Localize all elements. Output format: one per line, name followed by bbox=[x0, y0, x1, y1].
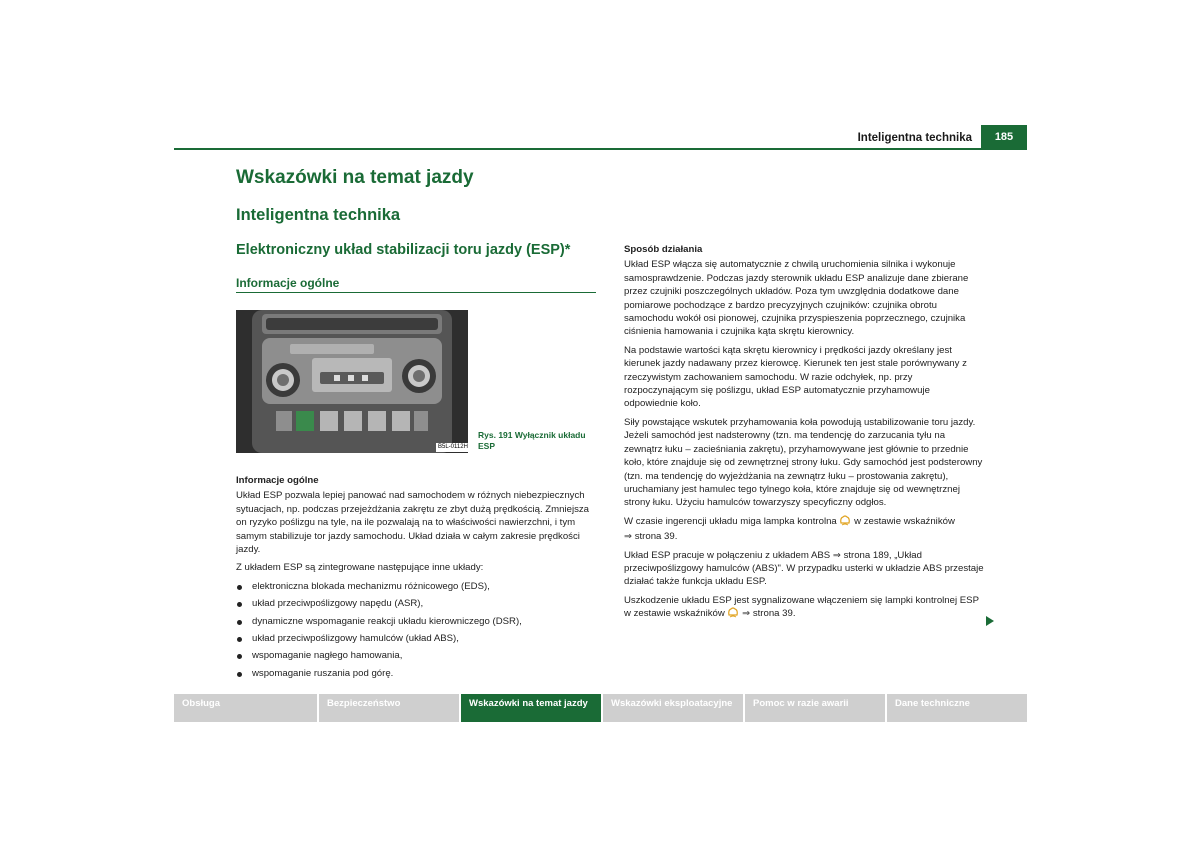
list-item bbox=[236, 597, 596, 610]
list-item bbox=[236, 649, 596, 662]
operation-paragraph-1: Układ ESP włącza się automatycznie z chwilą uruchomienia silnika i wykonuje samosprawdzenie. Podczas jazdy sterownik układu ESP analizuje dane zbierane przez czujniki poszczególnych układów. Poza tym uwzględnia dodatkowe dane pomiarowe pochodzące z bardzo precyzyjnych czujników: czujnika obrotu samochodu wokół osi pionowej, czujnika przyspieszenia poprzecznego, czujnika ciśnienia hamowania i czujnika kąta skrętu kierownicy. bbox=[624, 259, 969, 338]
paragraph-6-link[interactable]: ⇒ strona 39. bbox=[742, 608, 796, 620]
bullet-icon bbox=[237, 585, 242, 590]
header-rule bbox=[174, 148, 1027, 150]
operation-paragraph-2: Na podstawie wartości kąta skrętu kierownicy i prędkości jazdy określany jest kierunek jazdy nadawany przez kierowcę. Kierunek ten jest stale porównywany z rzeczywistym zachowaniem samochodu. W razie odchyłek, np. przy rozpoczynającym się poślizgu, układ ESP automatycznie przyhamowuje odpowiednie koło. bbox=[624, 344, 967, 410]
list-item bbox=[236, 580, 596, 593]
bullet-icon bbox=[237, 654, 242, 659]
subsection-title: Elektroniczny układ stabilizacji toru jazdy (ESP)* bbox=[236, 242, 571, 258]
figure-code: B5L-0112H bbox=[438, 444, 468, 450]
left-intro-paragraph: Układ ESP pozwala lepiej panować nad samochodem w różnych niebezpiecznych sytuacjach, np. podczas przejeżdżania zakrętu ze zbyt dużą prędkością. Zmniejsza on ryzyko poślizgu na tyle, na ile pozwalają na to właściwości nawierzchni, i tym samym stabilizuje tor jazdy samochodu. Układ działa w całym zakresie prędkości jazdy. bbox=[236, 490, 590, 556]
operation-paragraph-3: Siły powstające wskutek przyhamowania koła powodują ustabilizowanie toru jazdy. Jeżeli samochód jest nadsterowny (tzn. ma tendencję do zarzucania tyłu na zewnątrz łuku – zacieśniania zakrętu), przyhamowywane jest głównie to przednie koło, które znajduje się od zewnętrznej strony łuku. Gdy samochód jest podsterowny (tzn. ma tendencję do wyjeżdżania na zewnątrz łuku – prostowania zakrętu), uruchamiany jest hamulec tego tylnego koła, które znajduje się od wewnętrznej strony łuku. Użyciu hamulców towarzyszy specyficzny odgłos. bbox=[624, 416, 983, 509]
operation-paragraph-5: Układ ESP pracuje w połączeniu z układem ABS ⇒ strona 189, „Układ przeciwpoślizgowy hamulców (ABS)". W przypadku usterki w układzie ABS przestaje działać także funkcja układu ESP. bbox=[624, 549, 984, 588]
left-subheading: Informacje ogólne bbox=[236, 475, 319, 486]
right-column bbox=[624, 243, 986, 628]
page-number: 185 bbox=[981, 125, 1027, 149]
tab-dane-techniczne[interactable]: Dane techniczne bbox=[885, 694, 1027, 722]
topic-rule bbox=[236, 292, 596, 293]
right-subheading: Sposób działania bbox=[624, 244, 703, 255]
tab-pomoc-w-razie-awarii[interactable]: Pomoc w razie awarii bbox=[743, 694, 885, 722]
paragraph-4-text-b: w zestawie wskaźników bbox=[854, 515, 955, 527]
tab-obsluga[interactable]: Obsługa bbox=[174, 694, 317, 722]
list-item-text: wspomaganie ruszania pod górę. bbox=[252, 667, 394, 679]
bullet-icon bbox=[237, 672, 242, 677]
list-item-text: dynamiczne wspomaganie reakcji układu kierowniczego (DSR), bbox=[252, 615, 522, 627]
bullet-icon bbox=[237, 620, 242, 625]
left-column bbox=[236, 474, 596, 684]
esp-switch-photo bbox=[236, 310, 468, 453]
paragraph-4-link[interactable]: ⇒ strona 39. bbox=[624, 531, 678, 543]
paragraph-4-text-a: W czasie ingerencji układu miga lampka kontrolna bbox=[624, 515, 837, 527]
tab-wskazowki-na-temat-jazdy[interactable]: Wskazówki na temat jazdy bbox=[459, 694, 601, 722]
tab-bezpieczenstwo[interactable]: Bezpieczeństwo bbox=[317, 694, 459, 722]
header-section-title: Inteligentna technika bbox=[857, 132, 972, 144]
list-item-text: wspomaganie nagłego hamowania, bbox=[252, 650, 403, 662]
figure-caption: Rys. 191 Wyłącznik układu ESP bbox=[478, 430, 586, 451]
list-item bbox=[236, 632, 596, 645]
list-item-text: elektroniczna blokada mechanizmu różnicowego (EDS), bbox=[252, 580, 490, 592]
left-lead-paragraph: Z układem ESP są zintegrowane następujące inne układy: bbox=[236, 562, 484, 574]
operation-paragraph-4 bbox=[624, 515, 986, 544]
list-item bbox=[236, 615, 596, 628]
esp-warning-lamp-icon bbox=[839, 515, 851, 530]
section-title: Inteligentna technika bbox=[236, 206, 401, 224]
esp-warning-lamp-icon bbox=[727, 607, 739, 622]
list-item-text: układ przeciwpoślizgowy hamulców (układ ABS), bbox=[252, 633, 459, 645]
chapter-title: Wskazówki na temat jazdy bbox=[236, 167, 474, 188]
topic-title: Informacje ogólne bbox=[236, 276, 340, 290]
list-item bbox=[236, 667, 596, 680]
dashboard-illustration bbox=[236, 310, 468, 453]
operation-paragraph-6 bbox=[624, 594, 986, 623]
bullet-icon bbox=[237, 602, 242, 607]
bullet-icon bbox=[237, 637, 242, 642]
paragraph-6-text: Uszkodzenie układu ESP jest sygnalizowane włączeniem się lampki kontrolnej ESP w zestawie wskaźników bbox=[624, 594, 979, 620]
chapter-tabs bbox=[174, 694, 1027, 722]
integrated-systems-list bbox=[236, 580, 596, 680]
tab-wskazowki-eksploatacyjne[interactable]: Wskazówki eksploatacyjne bbox=[601, 694, 743, 722]
list-item-text: układ przeciwpoślizgowy napędu (ASR), bbox=[252, 598, 424, 610]
triangle-right-icon[interactable] bbox=[985, 614, 995, 632]
